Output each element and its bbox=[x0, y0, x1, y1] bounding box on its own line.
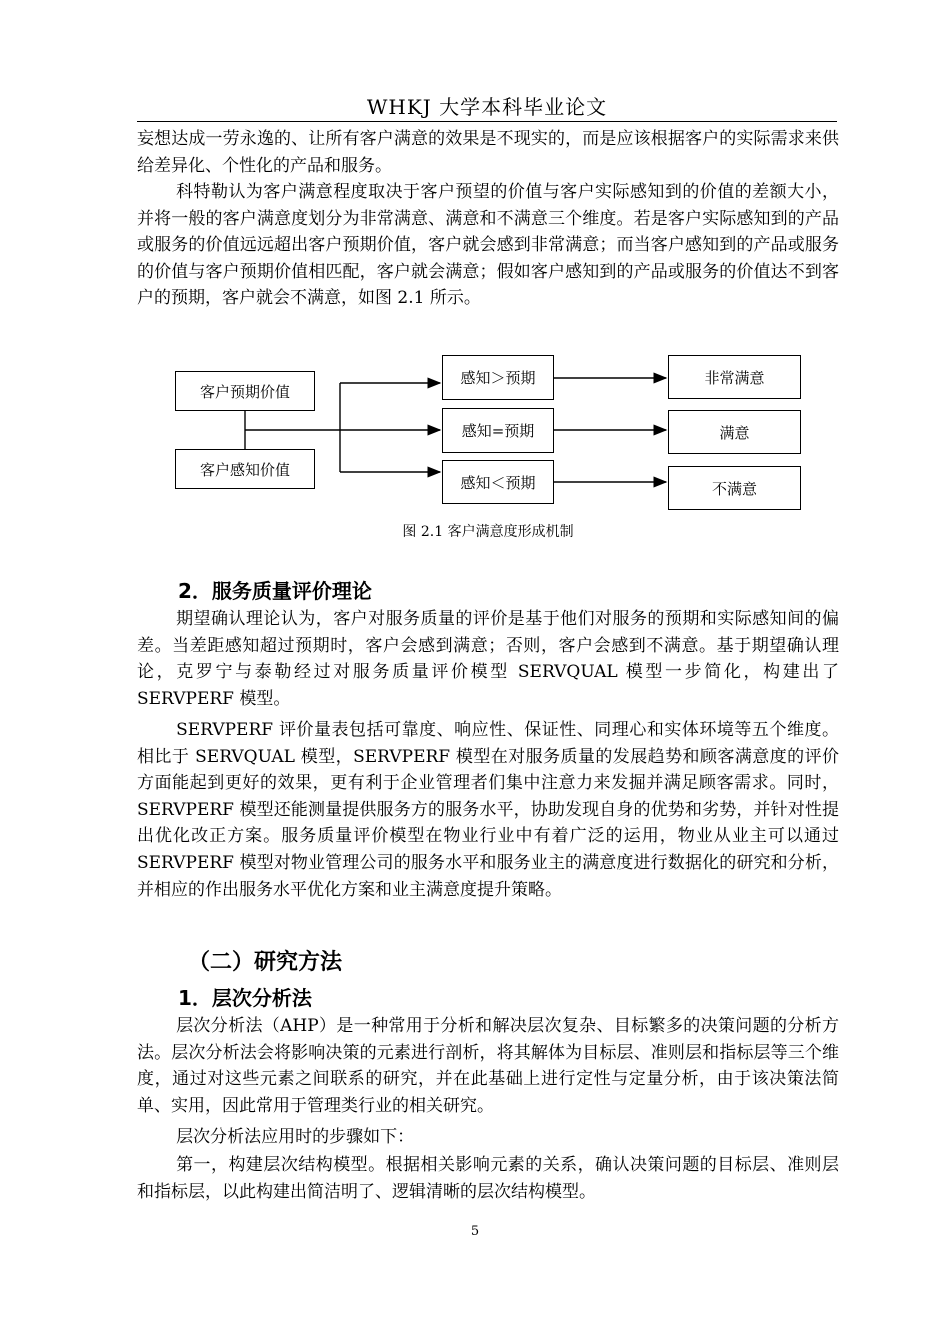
box-expected-value: 客户预期价值 bbox=[175, 371, 315, 411]
paragraph-2: 科特勒认为客户满意程度取决于客户预望的价值与客户实际感知到的价值的差额大小，并将一般的客户满意度划分为非常满意、满意和不满意三个维度。若是客户实际感知到的产品或服务的价值远远超出客户预期价值，客户就会感到非常满意；而当客户感知到的产品或服务的价值与客户预期价值相匹配，客户就会满意；假如客户感知到的产品或服务的价值达不到客户的预期，客户就会不满意，如图 2.1 所示。 bbox=[137, 182, 839, 309]
heading-ahp: 1．层次分析法 bbox=[178, 986, 312, 1010]
paragraph-1: 妄想达成一劳永逸的、让所有客户满意的效果是不现实的，而是应该根据客户的实际需求来供给差异化、个性化的产品和服务。 bbox=[137, 129, 839, 176]
box-perceived-less: 感知＜预期 bbox=[442, 460, 554, 504]
paragraph-4: SERVPERF 评价量表包括可靠度、响应性、保证性、同理心和实体环境等五个维度。相比于 SERVQUAL 模型，SERVPERF 模型在对服务质量的发展趋势和顾客满意度的评价方面能起到更好的效果，更有利于企业管理者们集中注意力来发掘并满足顾客需求。同时，SERVPERF 模型还能测量提供服务方的服务水平，协助发现自身的优势和劣势，并针对性提出优化改正方案。服务质量评价模型在物业行业中有着广泛的运用，物业从业主可以通过 SERVPERF 模型对物业管理公司的服务水平和服务业主的满意度进行数据化的研究和分析，并相应的作出服务水平优化方案和业主满意度提升策略。 bbox=[137, 720, 839, 900]
page-number: 5 bbox=[470, 1224, 480, 1239]
box-satisfied: 满意 bbox=[668, 410, 801, 454]
heading-research-methods: （二）研究方法 bbox=[188, 950, 343, 975]
heading-service-quality: 2．服务质量评价理论 bbox=[178, 579, 372, 603]
header-title: WHKJ 大学本科毕业论文 bbox=[366, 95, 608, 119]
box-perceived-value: 客户感知价值 bbox=[175, 449, 315, 489]
figure-caption: 图 2.1 客户满意度形成机制 bbox=[402, 524, 574, 540]
box-unsatisfied: 不满意 bbox=[668, 466, 801, 510]
box-very-satisfied: 非常满意 bbox=[668, 355, 801, 399]
box-perceived-equal: 感知=预期 bbox=[442, 408, 554, 453]
paragraph-3: 期望确认理论认为，客户对服务质量的评价是基于他们对服务的预期和实际感知间的偏差。当差距感知超过预期时，客户会感到满意；否则，客户会感到不满意。基于期望确认理论，克罗宁与泰勒经过对服务质量评价模型 SERVQUAL 模型一步简化，构建出了 SERVPERF 模型。 bbox=[137, 609, 839, 709]
paragraph-7: 第一，构建层次结构模型。根据相关影响元素的关系，确认决策问题的目标层、准则层和指标层，以此构建出简洁明了、逻辑清晰的层次结构模型。 bbox=[137, 1155, 839, 1202]
paragraph-5: 层次分析法（AHP）是一种常用于分析和解决层次复杂、目标繁多的决策问题的分析方法。层次分析法会将影响决策的元素进行剖析，将其解体为目标层、准则层和指标层等三个维度，通过对这些元素之间联系的研究，并在此基础上进行定性与定量分析，由于该决策法简单、实用，因此常用于管理类行业的相关研究。 bbox=[137, 1016, 839, 1116]
box-perceived-greater: 感知＞预期 bbox=[442, 355, 554, 400]
paragraph-6: 层次分析法应用时的步骤如下： bbox=[176, 1127, 415, 1147]
